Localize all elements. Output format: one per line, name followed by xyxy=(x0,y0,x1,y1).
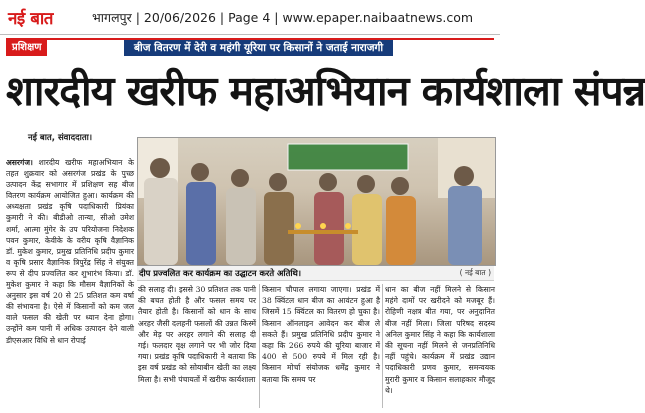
column-divider xyxy=(259,284,260,408)
article-intro-text: शारदीय खरीफ महाअभियान के तहत शुक्रवार को असरगंज प्रखंड के पुच्छ उत्पादन केंद्र सभागार में प्रशिक्षण सह बीज वितरण कार्यक्रम आयोजित हुआ। कार्यक्रम की अध्यक्षता प्रखंड कृषि पदाधिकारी प्रियंका कुमारी ने की। बीडीओ तान्या, सीओ उमेश शर्मा, आत्मा मुंगेर के उप परियोजना निदेशक पवन कुमार, केवीके के वरीय कृषि वैज्ञानिक डॉ. मुकेश कुमार, प्रमुख प्रतिनिधि प्रदीप कुमार व कृषि प्रसार वैज्ञानिक त्रिपुरेंद्र सिंह ने संयुक्त रूप से दीप प्रज्वलित कर शुभारंभ किया। डॉ. मुकेश कुमार ने कहा कि मौसम वैज्ञानिकों के अनुसार इस वर्ष 20 से 25 प्रतिशत कम वर्षा की संभावना है। ऐसे में किसानों को कम जल वाले फसल की खेती पर ध्यान देना होगा। उन्होंने कम पानी में अधिक उत्पादन देने वाली डीएसआर विधि से धान रोपाई xyxy=(6,158,134,345)
dateline: असरगंज। xyxy=(6,158,33,167)
byline: नई बात, संवाददाता। xyxy=(28,133,93,143)
article-column-2: किसान चौपाल लगाया जाएगा। प्रखंड में 38 क्विंटल धान बीज का आवंटन हुआ है जिसमें 15 क्विंटल का वितरण हो चुका है। किसान ऑनलाइन आवेदन कर बीज ले सकते हैं। प्रमुख प्रतिनिधि प्रदीप कुमार ने कहा कि 266 रुपये की यूरिया बाजार में 400 से 500 रुपये में मिल रही है। किसान मोर्चा संयोजक धर्मेंद्र कुमार ने बताया कि समय पर xyxy=(262,285,380,384)
photo-illustration xyxy=(138,138,495,265)
kicker-strap: बीज वितरण में देरी व महंगी यूरिया पर किसानों ने जताई नाराजगी xyxy=(124,40,393,56)
caption-text: दीप प्रज्वलित कर कार्यक्रम का उद्घाटन करते अतिथि। xyxy=(139,268,302,278)
category-tag: प्रशिक्षण xyxy=(6,40,47,56)
headline: शारदीय खरीफ महाअभियान कार्यशाला संपन्न xyxy=(6,67,645,115)
photo-caption xyxy=(137,266,494,281)
photo-credit: ( नई बात ) xyxy=(459,268,491,277)
edition-info: भागलपुर | 20/06/2026 | Page 4 | www.epaper.naibaatnews.com xyxy=(92,9,474,25)
article-column-1: की सलाह दी। इससे 30 प्रतिशत तक पानी की बचत होती है और फसल समय पर तैयार होती है। किसानों को धान के साथ अरहर जैसी दलहनी फसलों की उन्नत किस्में और मेड़ पर अरहर लगाने की सलाह दी गई। फलदार वृक्ष लगाने पर भी जोर दिया गया। प्रखंड कृषि पदाधिकारी ने बताया कि इस वर्ष प्रखंड को सोयाबीन खेती का लक्ष्य मिला है। सभी पंचायतों में खरीफ कार्यशाला xyxy=(138,285,256,384)
article-intro-column xyxy=(6,157,134,409)
category-bar xyxy=(6,38,494,58)
column-divider xyxy=(382,284,383,408)
article-column-3: धान का बीज नहीं मिलने से किसान महंगे दामों पर खरीदने को मजबूर हैं। रोहिणी नक्षत्र बीत गया, पर अनुदानित बीज नहीं मिला। जिला परिषद सदस्य अनिल कुमार सिंह ने कहा कि कार्यशाला की सूचना नहीं मिलने से जनप्रतिनिधि नहीं पहुंचे। कार्यक्रम में प्रखंड उद्यान पदाधिकारी प्रणव कुमार, समन्वयक मुरारी कुमार व किसान सलाहकार मौजूद थे। xyxy=(385,285,495,395)
newspaper-logo: नई बात xyxy=(8,8,54,29)
masthead xyxy=(0,0,500,35)
event-photo xyxy=(137,137,496,266)
